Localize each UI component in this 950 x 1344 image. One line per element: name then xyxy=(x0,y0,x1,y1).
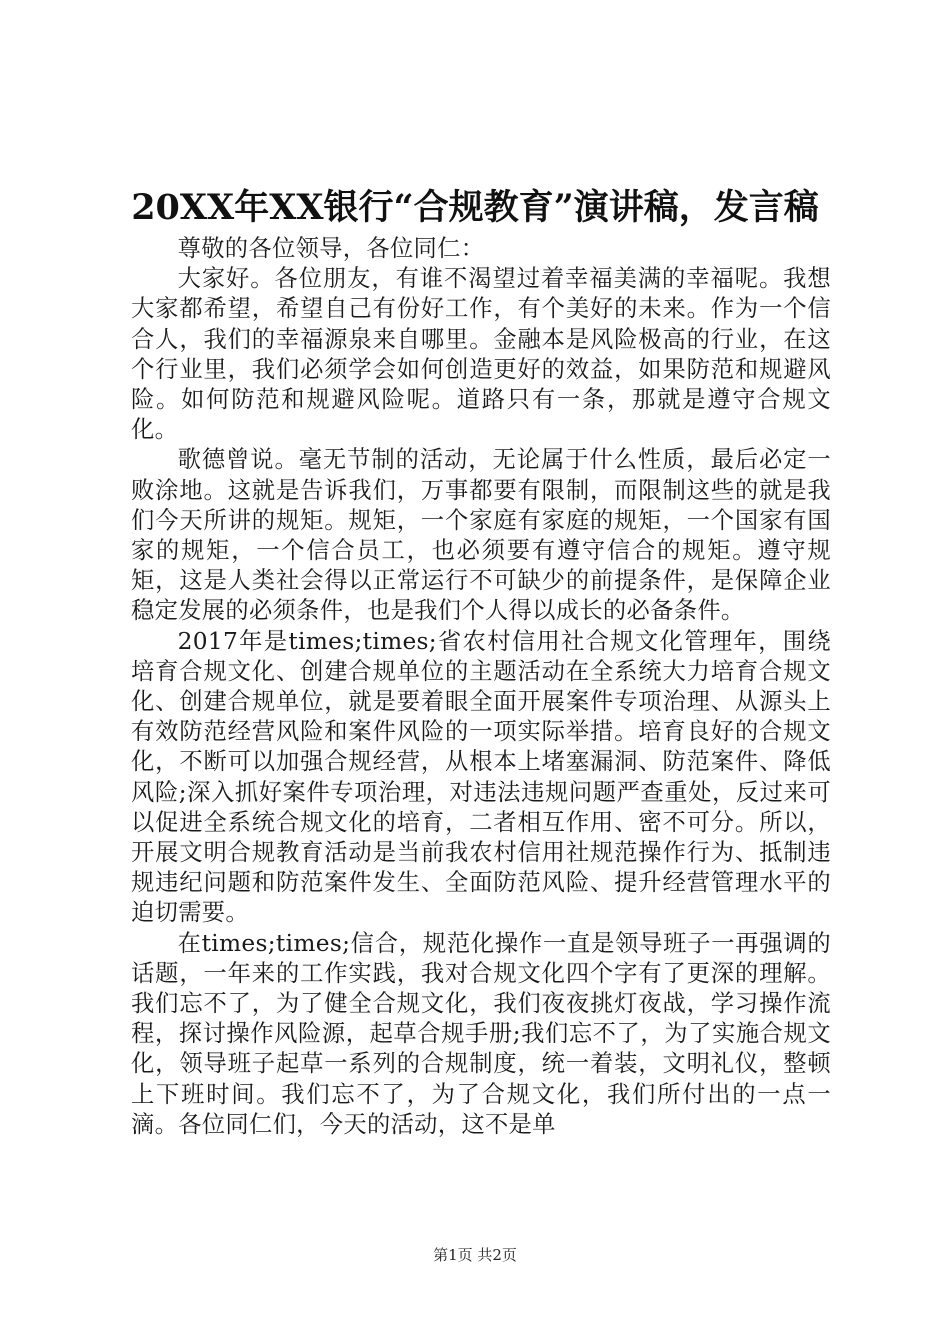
page-number-footer: 第1页 共2页 xyxy=(433,1246,517,1264)
document-title: 20XX年XX银行“合规教育”演讲稿，发言稿 xyxy=(131,187,819,228)
paragraph: 歌德曾说。毫无节制的活动，无论属于什么性质，最后必定一败涂地。这就是告诉我们，万事都要有限制，而限制这些的就是我们今天所讲的规矩。规矩，一个家庭有家庭的规矩，一个国家有国家的规矩，一个信合员工，也必须要有遵守信合的规矩。遵守规矩，这是人类社会得以正常运行不可缺少的前提条件，是保障企业稳定发展的必须条件，也是我们个人得以成长的必备条件。 xyxy=(131,446,831,625)
paragraph: 大家好。各位朋友，有谁不渴望过着幸福美满的幸福呢。我想大家都希望，希望自己有份好工作，有个美好的未来。作为一个信合人，我们的幸福源泉来自哪里。金融本是风险极高的行业，在这个行业里，我们必须学会如何创造更好的效益，如果防范和规避风险。如何防范和规避风险呢。道路只有一条，那就是遵守合规文化。 xyxy=(131,265,831,444)
paragraph-salutation: 尊敬的各位领导，各位同仁： xyxy=(177,235,485,262)
document-body xyxy=(131,234,831,1140)
paragraph: 在times;times;信合，规范化操作一直是领导班子一再强调的话题，一年来的工作实践，我对合规文化四个字有了更深的理解。我们忘不了，为了健全合规文化，我们夜夜挑灯夜战，学习操作流程，探讨操作风险源，起草合规手册;我们忘不了，为了实施合规文化，领导班子起草一系列的合规制度，统一着装，文明礼仪，整顿上下班时间。我们忘不了，为了合规文化，我们所付出的一点一滴。各位同仁们，今天的活动，这不是单 xyxy=(131,929,831,1138)
paragraph: 2017年是times;times;省农村信用社合规文化管理年，围绕培育合规文化、创建合规单位的主题活动在全系统大力培育合规文化、创建合规单位，就是要着眼全面开展案件专项治理、从源头上有效防范经营风险和案件风险的一项实际举措。培育良好的合规文化，不断可以加强合规经营，从根本上堵塞漏洞、防范案件、降低风险;深入抓好案件专项治理，对违法违规问题严查重处，反过来可以促进全系统合规文化的培育，二者相互作用、密不可分。所以，开展文明合规教育活动是当前我农村信用社规范操作行为、抵制违规违纪问题和防范案件发生、全面防范风险、提升经营管理水平的迫切需要。 xyxy=(131,627,831,927)
